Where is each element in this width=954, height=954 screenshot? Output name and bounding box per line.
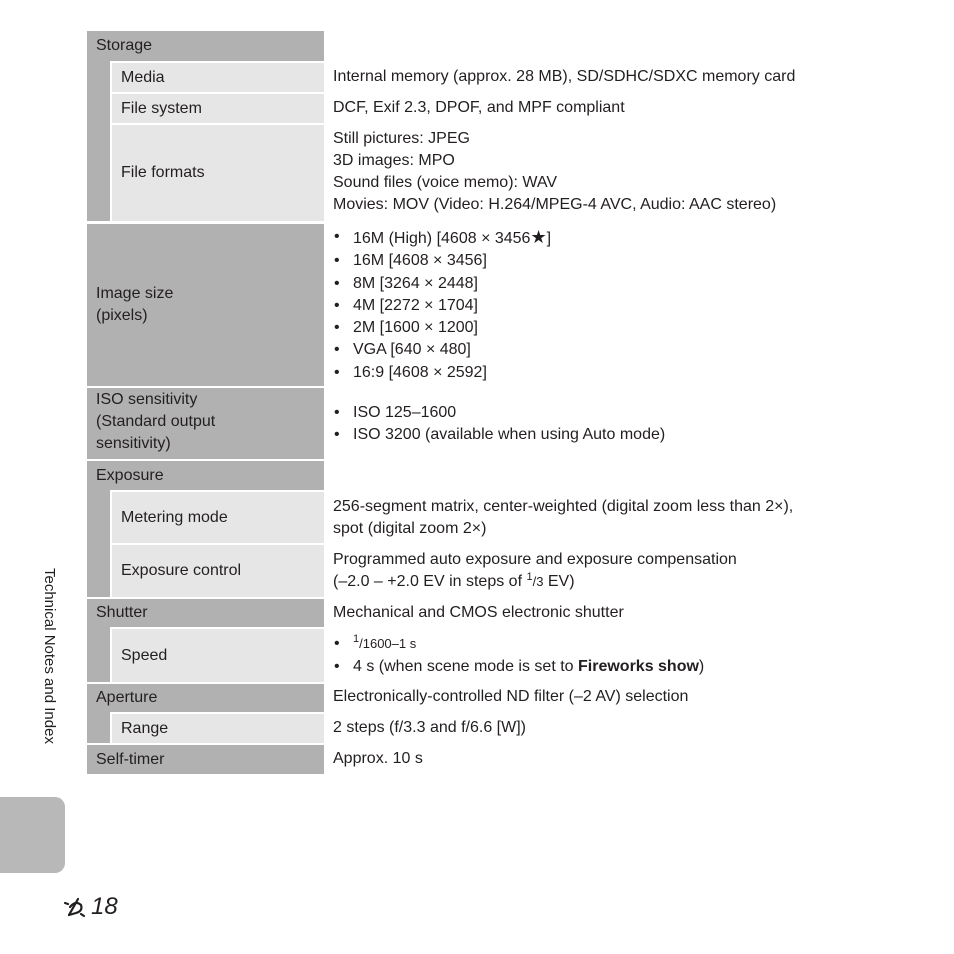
- range-value: [333, 717, 893, 739]
- speed-item: [333, 656, 893, 678]
- file-formats-value: [333, 128, 893, 216]
- range-value-text: 2 steps (f/3.3 and f/6.6 [W]): [333, 719, 526, 736]
- iso-label-line: (Standard output: [96, 413, 216, 430]
- aperture-group-bar: [87, 712, 110, 743]
- self-timer-label-text: Self-timer: [96, 750, 165, 768]
- image-size-item: • 8M [3264 × 2448]: [333, 273, 893, 295]
- media-label-text: Media: [121, 68, 165, 86]
- image-size-label-line: Image size: [96, 285, 174, 302]
- file-system-label: [112, 94, 324, 123]
- speed-item-text: ): [698, 658, 705, 676]
- fraction-numerator: 1: [353, 633, 360, 645]
- speed-list: [333, 633, 893, 679]
- iso-item: • ISO 125–1600: [333, 402, 893, 424]
- storage-group-bar: [87, 61, 110, 221]
- iso-label-line: ISO sensitivity: [96, 391, 198, 408]
- storage-label: [87, 31, 324, 61]
- iso-value: [333, 402, 893, 447]
- file-formats-label: [112, 125, 324, 221]
- image-size-label: [87, 224, 324, 386]
- shutter-group-bar: [87, 627, 110, 682]
- exposure-label-text: Exposure: [96, 466, 164, 484]
- metering-mode-value: [333, 496, 893, 540]
- page-number-text: 18: [91, 893, 118, 920]
- media-label: [112, 63, 324, 92]
- shutter-label: [87, 599, 324, 627]
- page-number: [62, 890, 118, 924]
- scene-mode-name: Fireworks show: [578, 658, 699, 676]
- iso-label: [87, 388, 324, 459]
- speed-item-text: 4 s (when scene mode is set to: [353, 658, 578, 676]
- exposure-control-line: Programmed auto exposure and exposure compensation: [333, 551, 737, 568]
- metering-mode-label: [112, 492, 324, 543]
- file-format-line: 3D images: MPO: [333, 152, 455, 169]
- range-label: [112, 714, 324, 743]
- file-format-line: Movies: MOV (Video: H.264/MPEG-4 AVC, Audio: AAC stereo): [333, 196, 777, 213]
- fraction-numerator: 1: [526, 571, 533, 583]
- file-formats-label-text: File formats: [121, 164, 205, 181]
- image-size-item: • 2M [1600 × 1200]: [333, 317, 893, 339]
- image-size-item: • 16:9 [4608 × 2592]: [333, 362, 893, 384]
- file-format-line: Sound files (voice memo): WAV: [333, 174, 558, 191]
- media-value: [333, 66, 893, 88]
- aperture-label: [87, 684, 324, 712]
- self-timer-label: [87, 745, 324, 774]
- metering-mode-label-text: Metering mode: [121, 508, 228, 526]
- speed-label-text: Speed: [121, 646, 168, 664]
- file-system-value-text: DCF, Exif 2.3, DPOF, and MPF compliant: [333, 99, 625, 116]
- speed-value: [333, 633, 893, 679]
- image-size-list: [333, 226, 893, 384]
- star-icon: ★: [530, 227, 547, 247]
- shutter-value: [333, 602, 893, 624]
- file-format-line: Still pictures: JPEG: [333, 130, 470, 147]
- speed-label: [112, 629, 324, 682]
- metering-mode-line: spot (digital zoom 2×): [333, 520, 487, 537]
- shutter-value-text: Mechanical and CMOS electronic shutter: [333, 604, 624, 621]
- exposure-control-label-text: Exposure control: [121, 562, 242, 579]
- fraction-denominator: /1600: [359, 636, 392, 651]
- image-size-item: • 4M [2272 × 1704]: [333, 295, 893, 317]
- exposure-group-bar: [87, 490, 110, 597]
- exposure-control-text: EV): [543, 573, 575, 590]
- image-size-item-text: ]: [546, 230, 552, 247]
- reference-section-icon: [62, 894, 88, 920]
- side-tab-label: Technical Notes and Index: [41, 568, 58, 744]
- aperture-label-text: Aperture: [96, 689, 158, 706]
- image-size-item: • 16M [4608 × 3456]: [333, 250, 893, 272]
- image-size-value: [333, 226, 893, 384]
- exposure-label: [87, 461, 324, 490]
- file-system-label-text: File system: [121, 99, 202, 117]
- storage-label-text: Storage: [96, 37, 153, 54]
- image-size-item: • VGA [640 × 480]: [333, 339, 893, 361]
- image-size-item: [333, 226, 893, 250]
- iso-list: [333, 402, 893, 447]
- iso-label-line: sensitivity): [96, 435, 171, 452]
- image-size-item-text: 16M (High) [4608 × 3456: [353, 230, 531, 247]
- self-timer-value-text: Approx. 10 s: [333, 750, 423, 767]
- exposure-control-label: [112, 545, 324, 597]
- side-tab: [0, 797, 65, 873]
- speed-item: [333, 633, 893, 656]
- exposure-control-value: [333, 549, 893, 594]
- aperture-value-text: Electronically-controlled ND filter (–2 AV) selection: [333, 688, 689, 705]
- image-size-label-line: (pixels): [96, 307, 148, 324]
- fraction-denominator: /3: [532, 574, 544, 589]
- exposure-control-text: (–2.0 – +2.0 EV in steps of: [333, 573, 527, 590]
- iso-item: • ISO 3200 (available when using Auto mode): [333, 424, 893, 446]
- speed-item-text: –1 s: [391, 636, 417, 651]
- range-label-text: Range: [121, 719, 169, 737]
- self-timer-value: [333, 748, 893, 770]
- exposure-control-line: [333, 571, 893, 594]
- shutter-label-text: Shutter: [96, 604, 148, 621]
- metering-mode-line: 256-segment matrix, center-weighted (digital zoom less than 2×),: [333, 498, 794, 515]
- file-system-value: [333, 97, 893, 119]
- aperture-value: [333, 686, 893, 708]
- media-value-text: Internal memory (approx. 28 MB), SD/SDHC/SDXC memory card: [333, 68, 796, 85]
